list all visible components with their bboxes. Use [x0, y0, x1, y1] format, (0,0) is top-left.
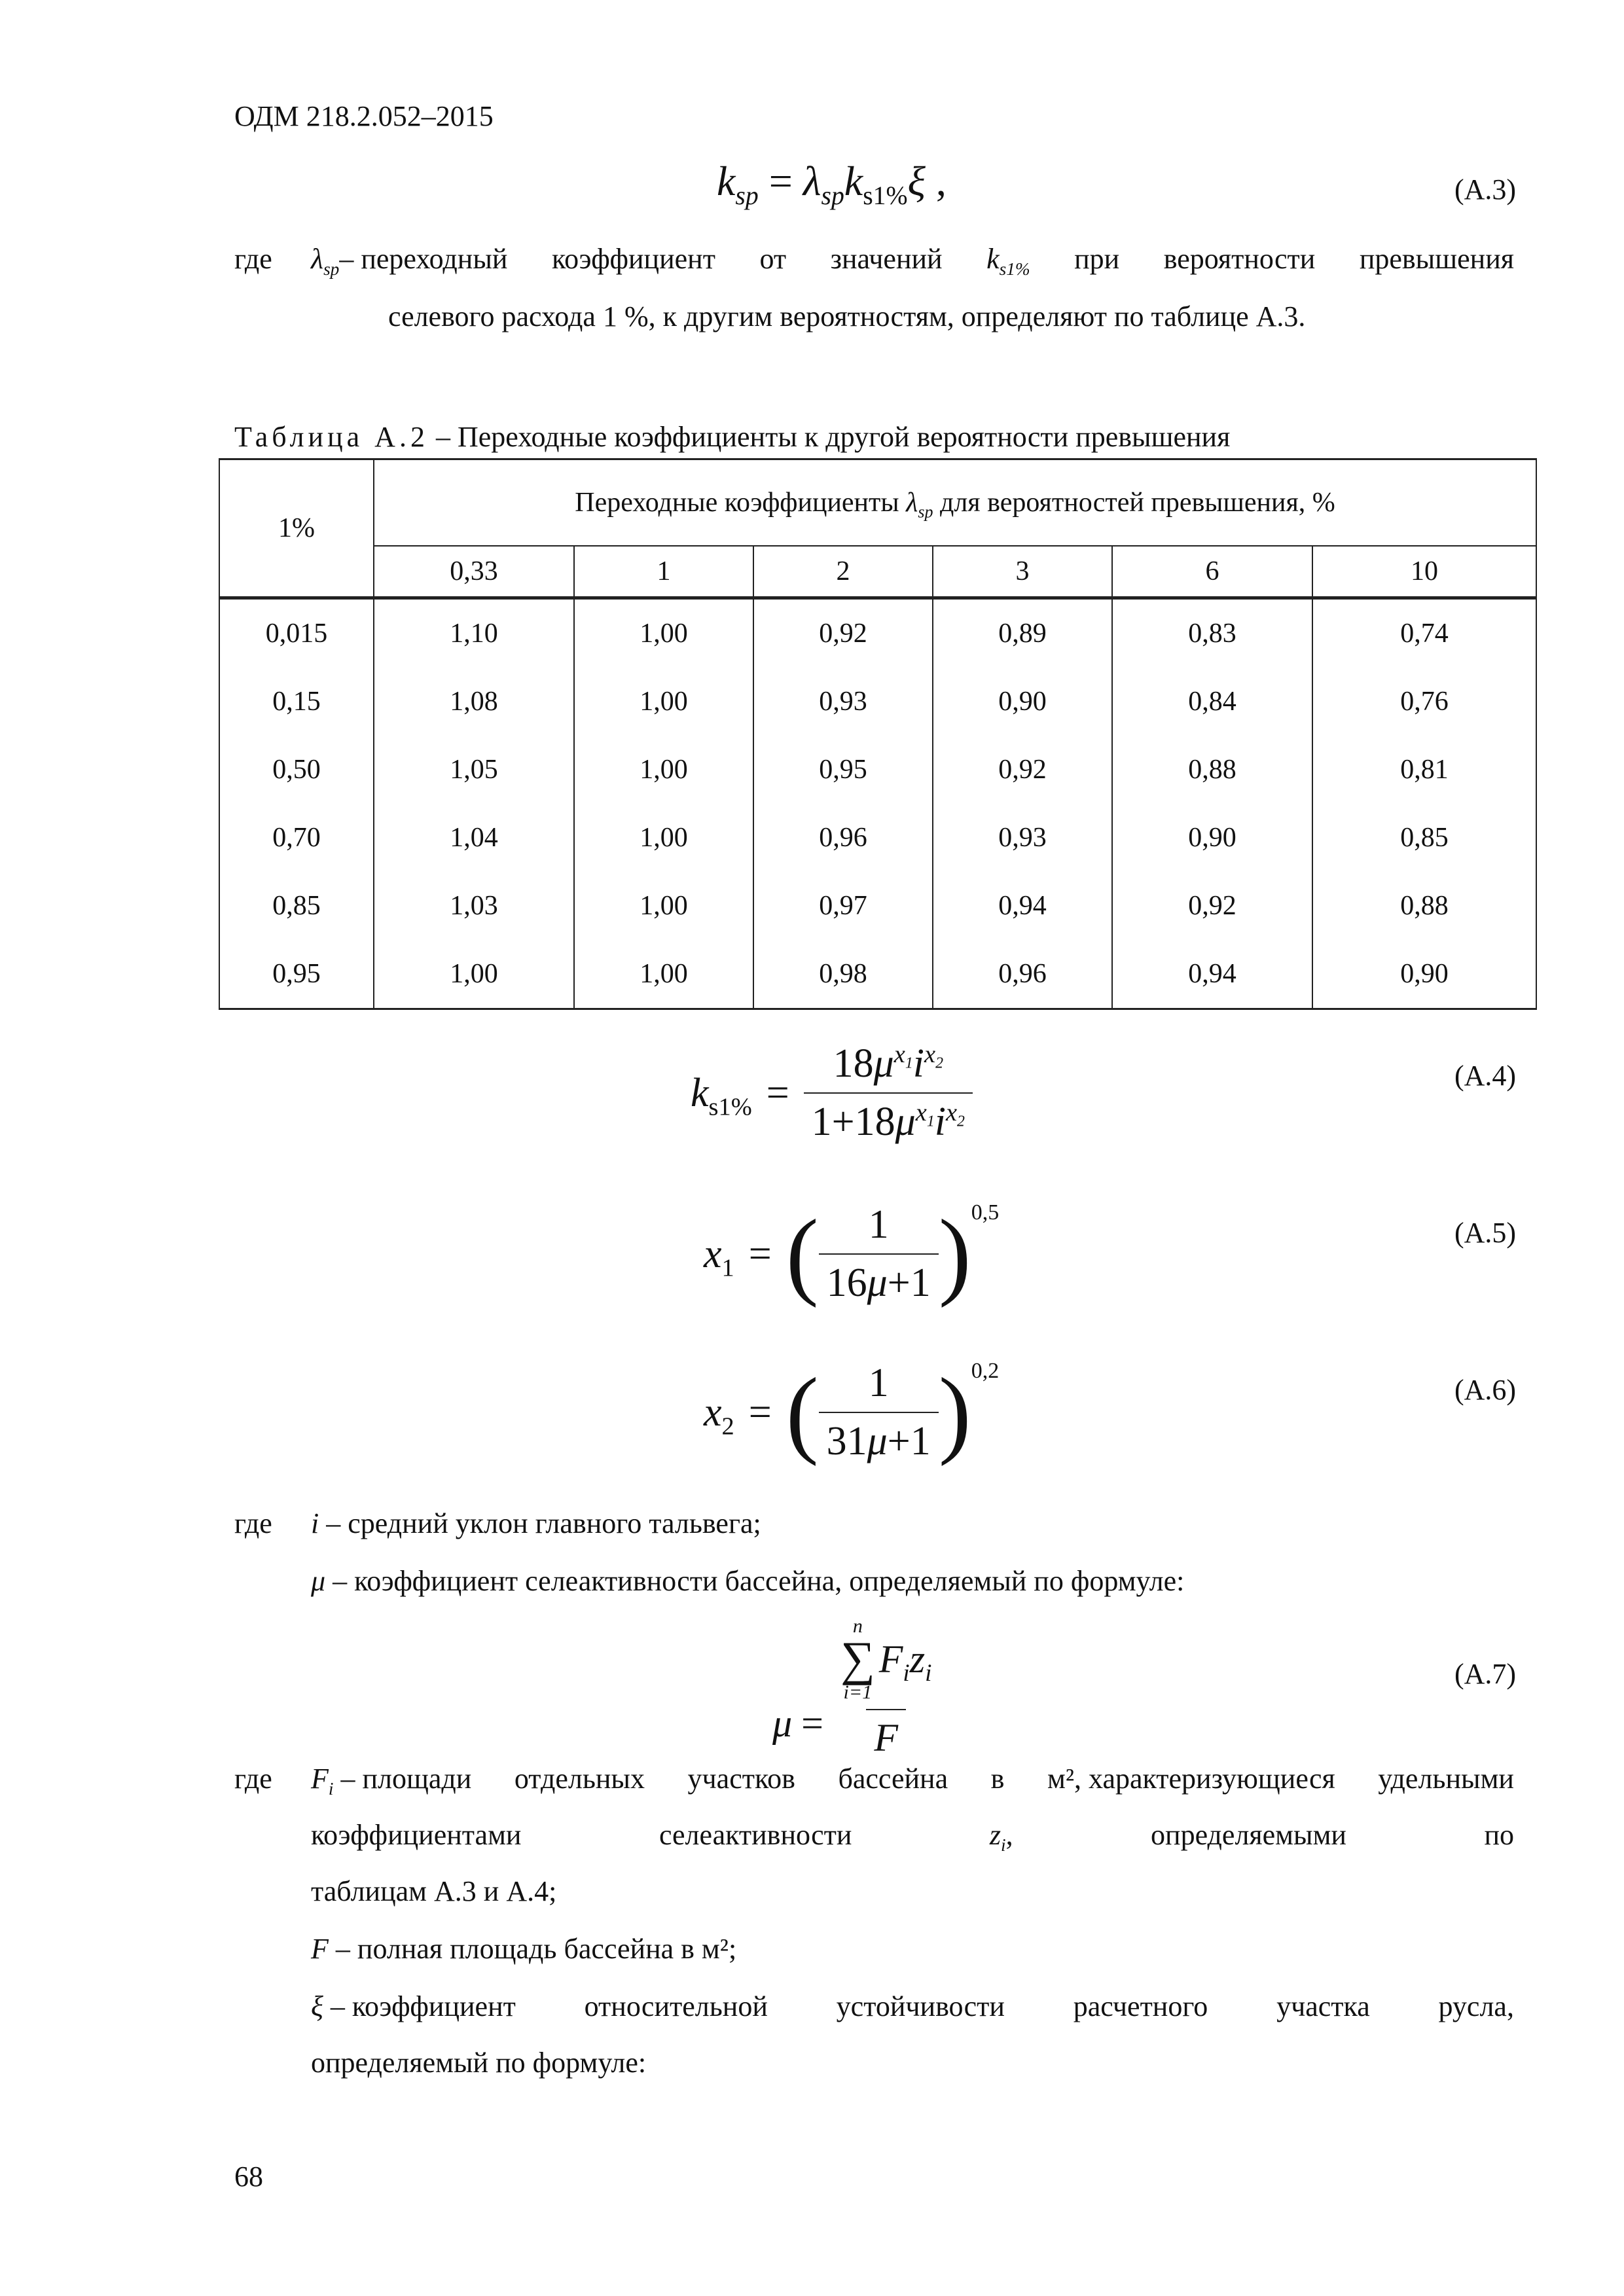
table-cell: 0,88 — [1112, 736, 1312, 804]
document-code: ОДМ 218.2.052–2015 — [234, 100, 494, 132]
table-cell: 0,96 — [753, 804, 933, 872]
table-cell: 0,98 — [753, 940, 933, 1009]
table-cell: 1,00 — [574, 940, 753, 1009]
xi-definition-line1: ξ – коэффициент относительной устойчивости расчетного участка русла, — [311, 1990, 1514, 2022]
table-row — [219, 600, 1536, 668]
equation-number-a6: (А.6) — [1454, 1374, 1517, 1406]
table-cell: 0,70 — [219, 804, 374, 872]
equation-number-a4: (А.4) — [1454, 1060, 1517, 1092]
column-header: 1 — [574, 546, 753, 598]
table-cell: 0,81 — [1312, 736, 1536, 804]
table-cell: 1,08 — [374, 668, 574, 736]
table-cell: 1,05 — [374, 736, 574, 804]
column-header: 2 — [753, 546, 933, 598]
table-group-header: Переходные коэффициенты $\lambda_{sp}$ для вероятностей превышения, % — [374, 459, 1536, 547]
equation-number-a3: (А.3) — [1454, 173, 1517, 206]
lambda-definition-line1: $\lambda_{sp}-$ переходный коэффициент от значений $k_{s1\%}$ при вероятности превышения — [311, 243, 1514, 279]
table-cell: 1,00 — [574, 872, 753, 940]
column-header: 6 — [1112, 546, 1312, 598]
table-cell: 1,00 — [574, 736, 753, 804]
table-cell: 0,94 — [933, 872, 1112, 940]
table-cell: 1,10 — [374, 600, 574, 668]
table-cell: 1,03 — [374, 872, 574, 940]
page-number: 68 — [234, 2161, 263, 2193]
table-row — [219, 940, 1536, 1009]
table-cell: 1,04 — [374, 804, 574, 872]
table-cell: 0,85 — [1312, 804, 1536, 872]
table-cell: 0,93 — [753, 668, 933, 736]
mu-definition: μ – коэффициент селеактивности бассейна, определяемый по формуле: — [311, 1565, 1185, 1597]
formula-a5: $x_1$ = ( $\frac{1}{16\mu+1}$ ) 0,5 — [704, 1200, 1000, 1308]
column-header: 3 — [933, 546, 1112, 598]
table-cell: 0,90 — [1112, 804, 1312, 872]
table-cell: 0,97 — [753, 872, 933, 940]
column-header: 0,33 — [374, 546, 574, 598]
table-corner-header: 1% — [219, 459, 374, 598]
formula-a3: $k_{sp} = \lambda_{sp}k_{s1\%}\xi$ , — [717, 158, 947, 210]
formula-a7: μ = n ∑ i=1 $F_iz_i$ F — [772, 1615, 932, 1759]
table-cell: 0,88 — [1312, 872, 1536, 940]
table-cell: 0,92 — [753, 600, 933, 668]
table-cell: 1,00 — [574, 804, 753, 872]
where-label: где — [234, 1507, 272, 1539]
fi-definition-line3: таблицам А.3 и А.4; — [311, 1875, 557, 1907]
table-cell: 0,95 — [219, 940, 374, 1009]
table-cell: 1,00 — [574, 668, 753, 736]
table-caption-text: – Переходные коэффициенты к другой вероятности превышения — [435, 421, 1231, 453]
table-cell: 0,93 — [933, 804, 1112, 872]
i-definition: i – средний уклон главного тальвега; — [311, 1507, 761, 1539]
table-cell: 0,92 — [933, 736, 1112, 804]
table-cell: 0,94 — [1112, 940, 1312, 1009]
column-header: 10 — [1312, 546, 1536, 598]
table-cell: 1,00 — [374, 940, 574, 1009]
lambda-definition-line2: селевого расхода 1 %, к другим вероятностям, определяют по таблице А.3. — [388, 300, 1306, 332]
table-cell: 0,83 — [1112, 600, 1312, 668]
F-definition: F – полная площадь бассейна в м²; — [311, 1933, 737, 1965]
table-cell: 0,50 — [219, 736, 374, 804]
table-row — [219, 804, 1536, 872]
table-cell: 0,85 — [219, 872, 374, 940]
table-caption-label: Таблица А.2 — [234, 421, 429, 453]
formula-a6: $x_2$ = ( $\frac{1}{31\mu+1}$ ) 0,2 — [704, 1358, 1000, 1467]
where-label: где — [234, 1763, 272, 1795]
xi-definition-line2: определяемый по формуле: — [311, 2047, 647, 2079]
table-cell: 0,15 — [219, 668, 374, 736]
table-cell: 1,00 — [574, 600, 753, 668]
where-label: где — [234, 243, 272, 275]
table-caption — [234, 420, 1230, 455]
table-cell: 0,96 — [933, 940, 1112, 1009]
table-cell: 0,015 — [219, 600, 374, 668]
table-cell: 0,76 — [1312, 668, 1536, 736]
table-cell: 0,95 — [753, 736, 933, 804]
table-cell: 0,92 — [1112, 872, 1312, 940]
fi-definition-line1: $F_i$ – площади отдельных участков бассейна в м², характеризующиеся удельными — [311, 1763, 1514, 1799]
table-row — [219, 736, 1536, 804]
fi-definition-line2: коэффициентами селеактивности $z_i$, определяемыми по — [311, 1819, 1514, 1855]
lambda-term: $\lambda_{sp}-$ переходный — [311, 243, 508, 279]
coefficients-table — [219, 458, 1537, 1010]
table-cell: 0,84 — [1112, 668, 1312, 736]
table-cell: 0,90 — [933, 668, 1112, 736]
k-s1-term: $k_{s1\%}$ — [986, 243, 1030, 279]
table-cell: 0,74 — [1312, 600, 1536, 668]
equation-number-a5: (А.5) — [1454, 1217, 1517, 1249]
table-cell: 0,89 — [933, 600, 1112, 668]
equation-number-a7: (А.7) — [1454, 1658, 1517, 1690]
table-row — [219, 872, 1536, 940]
table-cell: 0,90 — [1312, 940, 1536, 1009]
table-row — [219, 668, 1536, 736]
formula-a4: $k_{s1\%}$ = $\frac{18\mu^{x_1}i^{x_2}}{1+18\mu^{x_1}i^{x_2}}$ — [691, 1041, 973, 1145]
